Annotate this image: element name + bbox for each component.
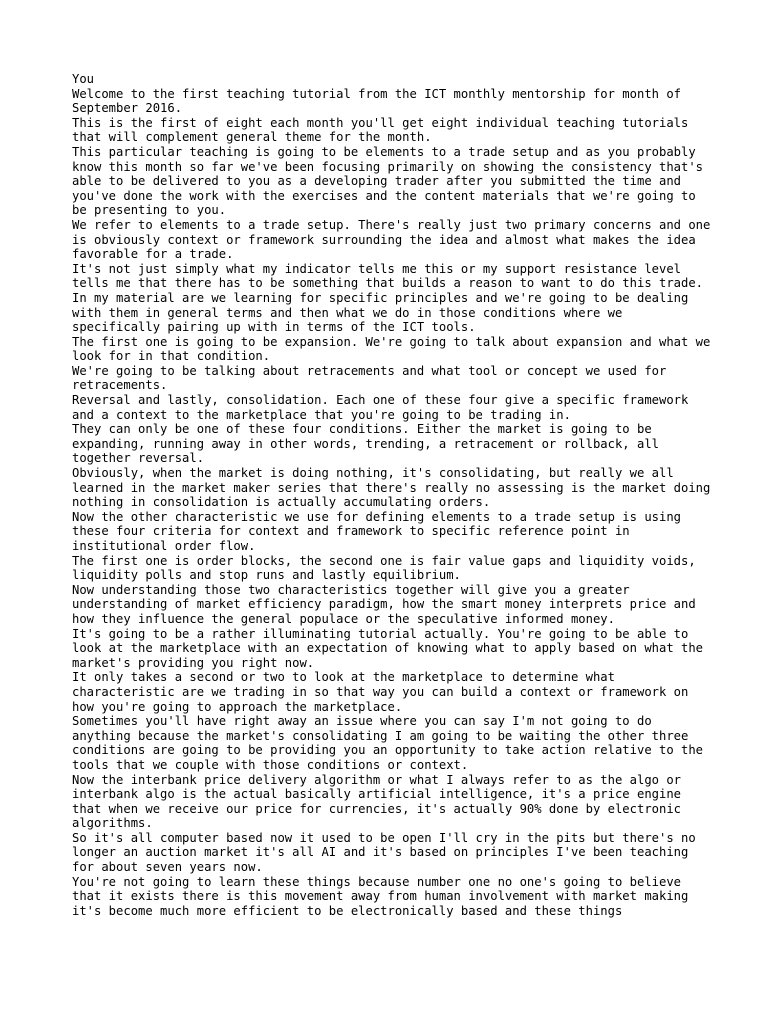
paragraph-2: Welcome to the first teaching tutorial from the ICT monthly mentorship for month of September 2016.: [72, 86, 689, 116]
paragraph-16: It's going to be a rather illuminating tutorial actually. You're going to be able to look at the marketplace with an expectation of knowing what to apply based on what the market's providing you right now.: [72, 626, 711, 670]
paragraph-7: In my material are we learning for specific principles and we're going to be dealing with them in general terms and then what we do in those conditions where we specifically pairing up with in terms of the ICT tools.: [72, 290, 696, 335]
paragraph-3: This is the first of eight each month you'll get eight individual teaching tutorials that will complement general theme for the month.: [72, 115, 696, 145]
paragraph-8: The first one is going to be expansion. We're going to talk about expansion and what we look for in that condition.: [72, 334, 718, 364]
paragraph-15: Now understanding those two characteristics together will give you a greater understanding of market efficiency paradigm, how the smart money interprets price and how they influence the general populace or the speculative informed money.: [72, 582, 704, 626]
paragraph-6: It's not just simply what my indicator tells me this or my support resistance level tells me that there has to be something that builds a reason to want to do this trade.: [72, 261, 704, 291]
paragraph-13: Now the other characteristic we use for defining elements to a trade setup is using these four criteria for context and framework to specific reference point in institutional order flow.: [72, 509, 689, 553]
document-body: [72, 72, 718, 918]
paragraph-21: You're not going to learn these things because number one no one's going to believe that it exists there is this movement away from human involvement with market making it's become much more efficient to be electronically based and these things: [72, 874, 696, 918]
paragraph-1: You: [72, 72, 95, 86]
paragraph-4: This particular teaching is going to be elements to a trade setup and as you probably know this month so far we've been focusing primarily on showing the consistency that's able to be delivered to you as a developing trader after you submitted the time and you've done the work with the exercises and the content materials that we're going to be presenting to you.: [72, 144, 711, 218]
paragraph-20: So it's all computer based now it used to be open I'll cry in the pits but there's no longer an auction market it's all AI and it's based on principles I've been teaching for about seven years now.: [72, 830, 704, 875]
paragraph-10: Reversal and lastly, consolidation. Each one of these four give a specific framework and a context to the marketplace that you're going to be trading in.: [72, 393, 696, 422]
paragraph-14: The first one is order blocks, the second one is fair value gaps and liquidity voids, liquidity polls and stop runs and lastly equilibrium.: [72, 553, 704, 583]
paragraph-5: We refer to elements to a trade setup. There's really just two primary concerns and one is obviously context or framework surrounding the idea and almost what makes the idea favorable for a trade.: [72, 217, 718, 262]
paragraph-18: Sometimes you'll have right away an issue where you can say I'm not going to do anything because the market's consolidating I am going to be waiting the other three conditions are going to be providing you an opportunity to take action relative to the tools that we couple with those conditions or context.: [72, 714, 711, 772]
paragraph-19: Now the interbank price delivery algorithm or what I always refer to as the algo or interbank algo is the actual basically artificial intelligence, it's a price engine that when we receive our price for currencies, it's actually 90% done by electronic algorithms.: [72, 772, 689, 831]
paragraph-11: They can only be one of these four conditions. Either the market is going to be expanding, running away in other words, trending, a retracement or rollback, all together reversal.: [72, 422, 667, 466]
paragraph-17: It only takes a second or two to look at the marketplace to determine what characteristic are we trading in so that way you can build a context or framework on how you're going to approach the marketplace.: [72, 670, 696, 714]
paragraph-12: Obviously, when the market is doing nothing, it's consolidating, but really we all learned in the market maker series that there's really no assessing is the market doing nothing in consolidation is actually accumulating orders.: [72, 466, 718, 510]
paragraph-9: We're going to be talking about retracements and what tool or concept we used for retracements.: [72, 363, 674, 393]
